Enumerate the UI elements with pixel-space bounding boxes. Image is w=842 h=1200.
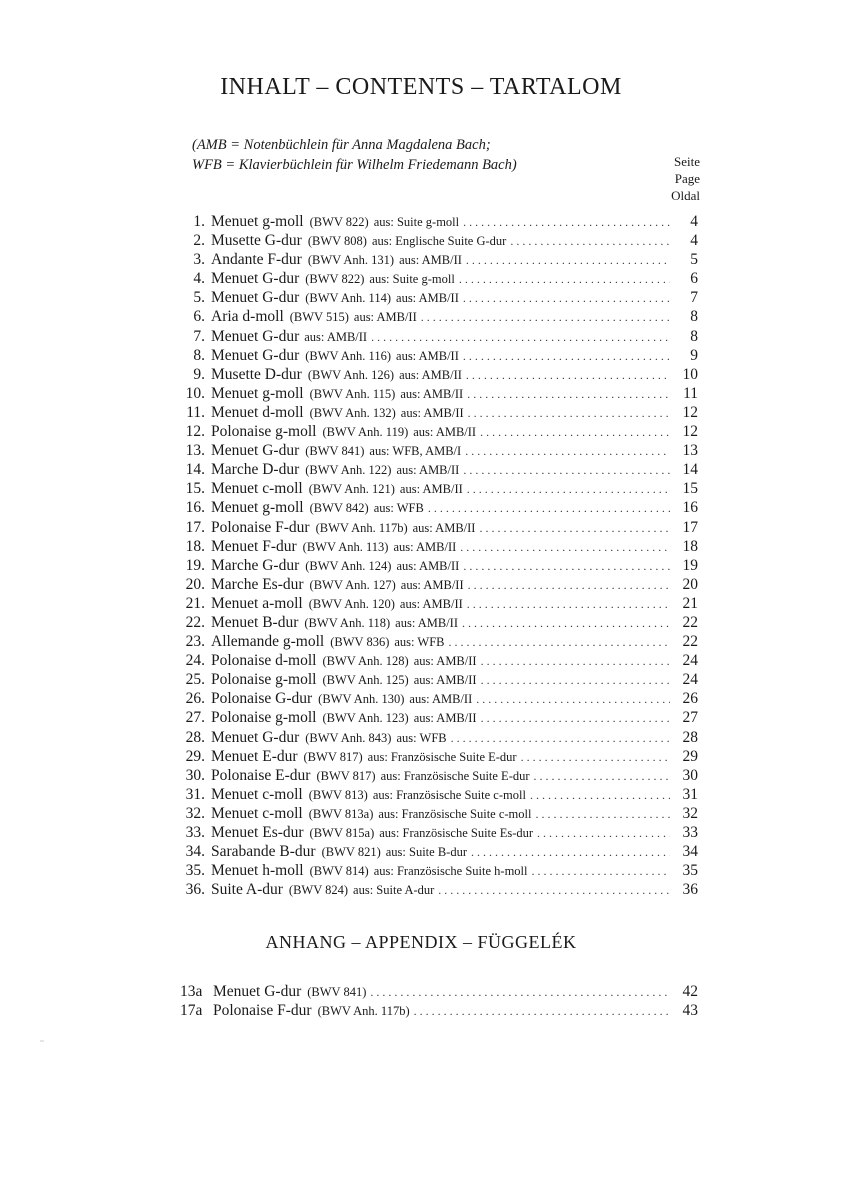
- entry-number: 15.: [185, 480, 205, 498]
- dot-leader: [459, 272, 670, 287]
- entry-source: aus: WFB: [373, 501, 424, 516]
- entry-page-number: 20: [682, 575, 698, 593]
- entry-source: aus: AMB/II: [399, 596, 463, 611]
- entry-page-number: 31: [682, 785, 698, 803]
- entry-title: Menuet G-dur: [211, 289, 300, 307]
- dot-leader: [481, 654, 670, 669]
- entry-source: aus: AMB/II: [400, 405, 464, 420]
- dot-leader: [530, 788, 670, 803]
- entry-title: Polonaise F-dur: [213, 1002, 312, 1020]
- toc-entry[interactable]: [150, 308, 698, 327]
- appendix-title: ANHANG – APPENDIX – FÜGGELÉK: [265, 932, 577, 952]
- entry-source: aus: WFB: [396, 730, 447, 745]
- dot-leader: [438, 883, 670, 898]
- entry-source: aus: AMB/II: [393, 539, 457, 554]
- entry-title: Polonaise F-dur: [211, 518, 310, 536]
- entry-page-number: 5: [690, 251, 698, 269]
- entry-source: aus: AMB/II: [396, 348, 459, 363]
- appendix-list: [150, 983, 698, 1021]
- toc-entry[interactable]: [150, 232, 698, 251]
- entry-page-number: 26: [682, 690, 698, 708]
- toc-entry[interactable]: [150, 671, 698, 690]
- entry-bwv: (BWV Anh. 130): [318, 692, 405, 707]
- entry-source: aus: Französische Suite c-moll: [372, 787, 526, 802]
- entry-title: Menuet g-moll: [211, 213, 304, 230]
- entry-number: 19.: [185, 556, 205, 574]
- toc-entry[interactable]: [150, 461, 698, 480]
- entry-title: Menuet E-dur: [211, 747, 298, 765]
- dot-leader: [463, 215, 670, 230]
- entry-bwv: (BWV 817): [303, 749, 363, 764]
- entry-source: aus: AMB/II: [400, 386, 464, 401]
- entry-bwv: (BWV 808): [307, 234, 367, 249]
- entry-number: 18.: [185, 537, 205, 555]
- entry-bwv: (BWV 817): [316, 768, 376, 783]
- entry-source: aus: Suite B-dur: [385, 845, 467, 860]
- dot-leader: [428, 501, 670, 516]
- entry-title: Sarabande B-dur: [211, 843, 316, 861]
- toc-entry[interactable]: [150, 404, 698, 423]
- entry-title: Andante F-dur: [211, 251, 302, 269]
- entry-page-number: 19: [682, 556, 698, 574]
- entry-page-number: 12: [682, 403, 698, 421]
- entry-title: Menuet Es-dur: [211, 824, 304, 841]
- entry-source: aus: AMB/II: [304, 329, 368, 344]
- entry-page-number: 4: [690, 213, 698, 230]
- toc-entry[interactable]: [150, 499, 698, 518]
- entry-number: 17a: [180, 1002, 203, 1020]
- appendix-entry[interactable]: [150, 1002, 698, 1021]
- toc-entry[interactable]: [150, 423, 698, 442]
- entry-source: aus: WFB: [394, 635, 445, 650]
- entry-bwv: (BWV Anh. 123): [322, 711, 409, 726]
- entry-bwv: (BWV Anh. 124): [305, 558, 392, 573]
- entry-page-number: 29: [682, 747, 698, 765]
- entry-bwv: (BWV 836): [330, 635, 390, 650]
- toc-entry[interactable]: [150, 881, 698, 900]
- toc-entry[interactable]: [150, 729, 698, 748]
- entry-page-number: 11: [683, 384, 698, 402]
- entry-number: 16.: [185, 499, 205, 517]
- entry-page-number: 36: [682, 881, 698, 899]
- dot-leader: [468, 406, 670, 421]
- entry-title: Menuet G-dur: [211, 270, 300, 288]
- dot-leader: [414, 1004, 670, 1019]
- entry-bwv: (BWV Anh. 117b): [315, 520, 408, 535]
- entry-number: 29.: [185, 747, 205, 765]
- entry-bwv: (BWV Anh. 132): [309, 405, 396, 420]
- entry-title: Menuet h-moll: [211, 862, 304, 880]
- entry-number: 27.: [185, 709, 205, 727]
- entry-source: aus: AMB/II: [413, 425, 477, 440]
- entry-source: aus: Suite g-moll: [373, 215, 460, 229]
- entry-page-number: 24: [682, 652, 698, 670]
- entry-bwv: (BWV Anh. 117b): [317, 1004, 410, 1019]
- dot-leader: [466, 368, 670, 383]
- entry-title: Polonaise g-moll: [211, 709, 317, 727]
- dot-leader: [480, 425, 670, 440]
- toc-entry[interactable]: [150, 652, 698, 671]
- toc-entry[interactable]: [150, 289, 698, 308]
- entry-bwv: (BWV Anh. 120): [308, 596, 395, 611]
- entry-page-number: 21: [682, 594, 698, 612]
- dot-leader: [481, 673, 670, 688]
- entry-number: 13a: [180, 983, 203, 1000]
- entry-bwv: (BWV Anh. 115): [309, 386, 396, 401]
- entry-number: 22.: [185, 613, 205, 631]
- scan-speck: [40, 1040, 44, 1042]
- entry-number: 35.: [185, 862, 205, 880]
- toc-entry[interactable]: [150, 786, 698, 805]
- entry-title: Menuet c-moll: [211, 804, 303, 822]
- entry-page-number: 42: [682, 983, 698, 1000]
- entry-bwv: (BWV 841): [305, 444, 365, 459]
- entry-title: Menuet g-moll: [211, 384, 304, 402]
- dot-leader: [534, 769, 670, 784]
- entry-source: aus: Suite A-dur: [353, 883, 435, 898]
- entry-number: 8.: [193, 346, 205, 364]
- entry-bwv: (BWV 842): [309, 501, 369, 516]
- toc-entry[interactable]: [150, 519, 698, 538]
- entry-number: 14.: [185, 461, 205, 479]
- entry-number: 23.: [185, 633, 205, 651]
- entry-page-number: 14: [682, 461, 698, 479]
- entry-number: 33.: [185, 824, 205, 841]
- toc-entry[interactable]: [150, 805, 698, 824]
- dot-leader: [510, 234, 670, 249]
- entry-page-number: 15: [682, 480, 698, 498]
- entry-number: 6.: [193, 308, 205, 326]
- toc-entry[interactable]: [150, 366, 698, 385]
- entry-source: aus: AMB/II: [409, 692, 473, 707]
- entry-title: Allemande g-moll: [211, 633, 325, 651]
- entry-bwv: (BWV Anh. 128): [322, 654, 409, 669]
- toc-entry[interactable]: [150, 824, 698, 843]
- entry-number: 26.: [185, 690, 205, 708]
- toc-entry[interactable]: [150, 614, 698, 633]
- entry-bwv: (BWV Anh. 131): [307, 253, 395, 268]
- entry-source: aus: AMB/II: [353, 310, 417, 325]
- entry-title: Menuet G-dur: [211, 346, 300, 364]
- entry-title: Menuet G-dur: [213, 983, 302, 1000]
- entry-number: 4.: [193, 270, 205, 288]
- toc-entry[interactable]: [150, 557, 698, 576]
- page-header-de: Seite: [674, 154, 700, 169]
- entry-number: 30.: [185, 766, 205, 784]
- entry-title: Polonaise d-moll: [211, 652, 317, 670]
- entry-source: aus: Französische Suite Es-dur: [379, 826, 534, 840]
- toc-entry[interactable]: [150, 480, 698, 499]
- legend-line-amb: (AMB = Notenbüchlein für Anna Magdalena Bach;: [192, 137, 491, 153]
- entry-title: Aria d-moll: [211, 308, 284, 326]
- dot-leader: [370, 985, 670, 1000]
- page-column-header: [671, 153, 700, 204]
- dot-leader: [448, 635, 670, 650]
- toc-entry[interactable]: [150, 442, 698, 461]
- entry-source: aus: AMB/II: [396, 558, 460, 573]
- dot-leader: [371, 330, 670, 345]
- entry-page-number: 27: [682, 709, 698, 727]
- entry-source: aus: AMB/II: [413, 673, 477, 688]
- entry-source: aus: Französische Suite c-moll: [378, 806, 532, 821]
- entry-page-number: 24: [682, 671, 698, 689]
- entry-number: 3.: [193, 251, 205, 269]
- dot-leader: [532, 864, 671, 879]
- entry-title: Suite A-dur: [211, 881, 283, 899]
- entry-page-number: 8: [690, 327, 698, 345]
- entry-number: 25.: [185, 671, 205, 689]
- entry-title: Musette G-dur: [211, 232, 302, 250]
- toc-entry[interactable]: [150, 347, 698, 366]
- entry-title: Menuet d-moll: [211, 403, 304, 421]
- entry-number: 10.: [185, 384, 205, 402]
- entry-title: Marche G-dur: [211, 556, 300, 574]
- page-header-hu: Oldal: [671, 188, 700, 203]
- entry-title: Marche D-dur: [211, 461, 300, 479]
- entry-bwv: (BWV 821): [321, 845, 381, 860]
- toc-entry[interactable]: [150, 690, 698, 709]
- entry-source: aus: AMB/II: [399, 482, 463, 497]
- dot-leader: [467, 482, 670, 497]
- entry-bwv: (BWV Anh. 118): [304, 615, 391, 630]
- entry-bwv: (BWV 824): [288, 883, 349, 898]
- dot-leader: [466, 253, 670, 268]
- appendix-entry[interactable]: [150, 983, 698, 1002]
- entry-bwv: (BWV 814): [309, 864, 369, 879]
- entry-number: 20.: [185, 575, 205, 593]
- entry-title: Marche Es-dur: [211, 575, 304, 593]
- dot-leader: [465, 444, 670, 459]
- entry-source: aus: Suite g-moll: [369, 272, 455, 287]
- dot-leader: [421, 310, 670, 325]
- entry-number: 34.: [185, 843, 205, 861]
- entry-number: 28.: [185, 728, 205, 746]
- page-header-en: Page: [674, 171, 700, 186]
- dot-leader: [535, 807, 670, 822]
- entry-source: aus: AMB/II: [396, 291, 459, 306]
- entry-page-number: 4: [690, 232, 698, 250]
- entry-source: aus: WFB, AMB/I: [369, 444, 462, 459]
- dot-leader: [462, 616, 670, 631]
- entry-number: 9.: [193, 365, 205, 383]
- entry-page-number: 32: [682, 804, 698, 822]
- toc-entry[interactable]: [150, 595, 698, 614]
- entry-bwv: (BWV Anh. 127): [309, 577, 396, 592]
- entry-bwv: (BWV Anh. 121): [308, 482, 395, 497]
- entry-source: aus: AMB/II: [395, 615, 459, 630]
- entry-page-number: 34: [682, 843, 698, 861]
- entry-page-number: 7: [690, 289, 698, 307]
- dot-leader: [463, 463, 670, 478]
- entry-bwv: (BWV 813): [308, 787, 368, 802]
- entry-number: 11.: [186, 403, 205, 421]
- dot-leader: [460, 540, 670, 555]
- dot-leader: [463, 349, 670, 364]
- dot-leader: [451, 731, 670, 746]
- entry-title: Polonaise g-moll: [211, 671, 317, 689]
- toc-entry[interactable]: [150, 633, 698, 652]
- toc-entry[interactable]: [150, 843, 698, 862]
- entry-title: Menuet F-dur: [211, 537, 297, 555]
- entry-bwv: (BWV 813a): [308, 806, 374, 821]
- entry-title: Menuet G-dur: [211, 728, 300, 746]
- entry-bwv: (BWV Anh. 119): [322, 425, 409, 440]
- entry-page-number: 17: [682, 518, 698, 536]
- toc-entry[interactable]: [150, 213, 698, 232]
- dot-leader: [476, 692, 670, 707]
- entry-number: 32.: [185, 804, 205, 822]
- entry-title: Musette D-dur: [211, 365, 302, 383]
- entry-number: 36.: [185, 881, 205, 899]
- entry-source: aus: AMB/II: [413, 711, 477, 726]
- entry-title: Menuet G-dur: [211, 327, 300, 345]
- toc-entry[interactable]: [150, 709, 698, 728]
- entry-title: Polonaise g-moll: [211, 423, 317, 441]
- toc-entry[interactable]: [150, 862, 698, 881]
- entry-page-number: 28: [682, 728, 698, 746]
- dot-leader: [537, 826, 670, 841]
- dot-leader: [467, 597, 670, 612]
- entry-number: 13.: [185, 442, 205, 460]
- entry-number: 17.: [185, 518, 205, 536]
- entry-title: Menuet c-moll: [211, 480, 303, 498]
- entry-source: aus: Französische Suite h-moll: [373, 864, 528, 879]
- entry-bwv: (BWV Anh. 843): [305, 730, 392, 745]
- entry-number: 31.: [185, 785, 205, 803]
- entry-number: 7.: [193, 327, 205, 345]
- entry-title: Menuet G-dur: [211, 442, 300, 460]
- entry-page-number: 33: [682, 824, 698, 841]
- entry-title: Menuet c-moll: [211, 785, 303, 803]
- entry-number: 5.: [193, 289, 205, 307]
- entry-page-number: 22: [682, 613, 698, 631]
- entry-page-number: 10: [682, 365, 698, 383]
- entry-source: aus: Englische Suite G-dur: [371, 234, 507, 249]
- toc-entry[interactable]: [150, 538, 698, 557]
- entry-title: Polonaise E-dur: [211, 766, 311, 784]
- toc-entry[interactable]: [150, 385, 698, 404]
- entry-source: aus: AMB/II: [413, 654, 477, 669]
- toc-entry[interactable]: [150, 748, 698, 767]
- entry-title: Menuet a-moll: [211, 594, 303, 612]
- entry-page-number: 13: [682, 442, 698, 460]
- entry-number: 24.: [185, 652, 205, 670]
- entry-bwv: (BWV Anh. 126): [307, 367, 395, 382]
- entry-page-number: 22: [682, 633, 698, 651]
- toc-entry[interactable]: [150, 576, 698, 595]
- entry-bwv: (BWV 815a): [309, 826, 375, 840]
- entry-source: aus: AMB/II: [396, 463, 460, 478]
- entry-number: 1.: [193, 213, 205, 230]
- entry-page-number: 9: [690, 346, 698, 364]
- entry-page-number: 43: [682, 1002, 698, 1020]
- toc-entry[interactable]: [150, 328, 698, 347]
- toc-entry[interactable]: [150, 251, 698, 270]
- entry-number: 12.: [185, 423, 205, 441]
- contents-list: [150, 213, 698, 900]
- entry-bwv: (BWV 822): [305, 272, 365, 287]
- page-title: INHALT – CONTENTS – TARTALOM: [220, 74, 622, 100]
- entry-page-number: 6: [690, 270, 698, 288]
- entry-bwv: (BWV Anh. 122): [305, 463, 392, 478]
- entry-bwv: (BWV Anh. 125): [322, 673, 409, 688]
- entry-title: Menuet g-moll: [211, 499, 304, 517]
- entry-number: 21.: [185, 594, 205, 612]
- toc-entry[interactable]: [150, 767, 698, 786]
- dot-leader: [481, 711, 670, 726]
- entry-page-number: 12: [682, 423, 698, 441]
- entry-page-number: 16: [682, 499, 698, 517]
- entry-title: Menuet B-dur: [211, 613, 299, 631]
- entry-source: aus: Französische Suite E-dur: [380, 768, 530, 783]
- dot-leader: [479, 521, 670, 536]
- entry-page-number: 8: [690, 308, 698, 326]
- entry-page-number: 35: [682, 862, 698, 880]
- entry-page-number: 18: [682, 537, 698, 555]
- entry-source: aus: AMB/II: [399, 253, 462, 268]
- entry-source: aus: Französische Suite E-dur: [367, 749, 517, 764]
- dot-leader: [463, 291, 670, 306]
- legend-line-wfb: WFB = Klavierbüchlein für Wilhelm Friedemann Bach): [192, 157, 517, 173]
- toc-entry[interactable]: [150, 270, 698, 289]
- entry-title: Polonaise G-dur: [211, 690, 313, 708]
- entry-source: aus: AMB/II: [399, 367, 462, 382]
- entry-number: 2.: [193, 232, 205, 250]
- entry-page-number: 30: [682, 766, 698, 784]
- entry-bwv: (BWV 841): [307, 985, 367, 999]
- dot-leader: [463, 559, 670, 574]
- entry-source: aus: AMB/II: [412, 520, 476, 535]
- entry-bwv: (BWV Anh. 116): [305, 348, 392, 363]
- dot-leader: [468, 578, 670, 593]
- dot-leader: [467, 387, 670, 402]
- entry-bwv: (BWV 515): [289, 310, 349, 325]
- dot-leader: [471, 845, 670, 860]
- abbreviation-legend: [192, 135, 517, 175]
- entry-bwv: (BWV 822): [309, 215, 369, 229]
- entry-bwv: (BWV Anh. 114): [305, 291, 392, 306]
- dot-leader: [521, 750, 670, 765]
- entry-source: aus: AMB/II: [400, 577, 464, 592]
- entry-bwv: (BWV Anh. 113): [302, 539, 389, 554]
